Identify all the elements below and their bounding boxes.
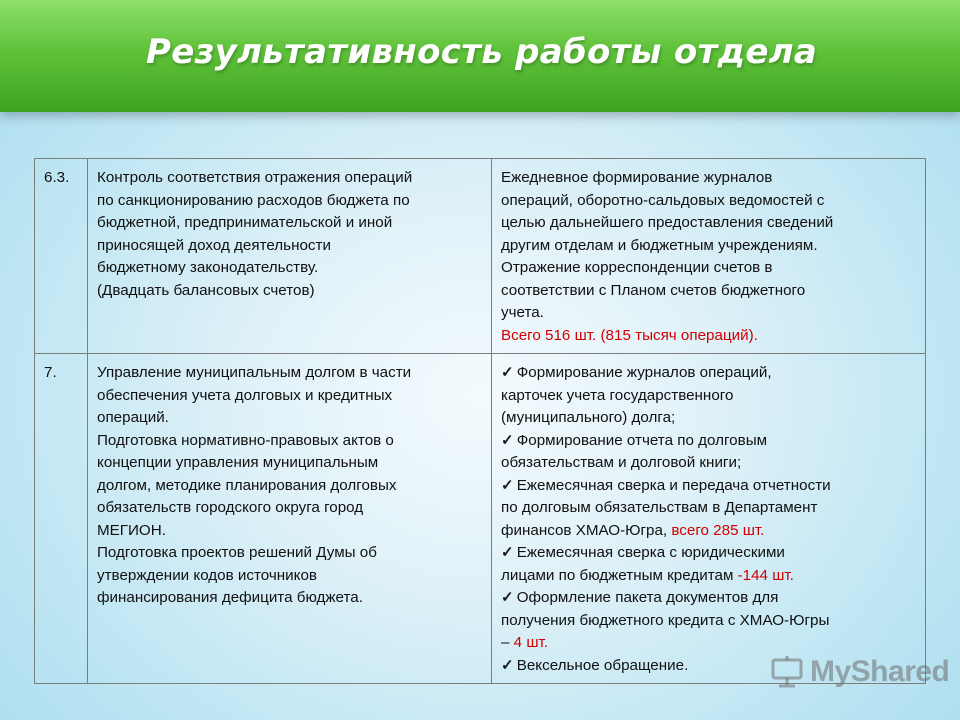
check-item [501, 542, 917, 587]
check-icon: ✓ [501, 364, 514, 381]
item-total: всего 285 шт. [671, 521, 765, 539]
text-line: финансирования дефицита бюджета. [97, 589, 363, 606]
title-bar [0, 0, 960, 112]
watermark-text: MyShared [810, 655, 950, 688]
text-line: карточек учета государственного [501, 386, 734, 404]
text-line: Подготовка нормативно-правовых актов о [97, 431, 394, 449]
text-line: обеспечения учета долговых и кредитных [97, 386, 393, 404]
text-line: операций. [97, 409, 169, 426]
text-line: Контроль соответствия отражения операций [97, 169, 413, 186]
result-total: Всего 516 шт. (815 тысяч операций). [501, 326, 758, 344]
text-line: Формирование журналов операций, [516, 364, 772, 381]
text-line: получения бюджетного кредита с ХМАО-Югры [501, 611, 830, 629]
text-line: Ежемесячная сверка и передача отчетности [516, 476, 831, 494]
check-icon: ✓ [501, 431, 514, 449]
check-icon: ✓ [501, 656, 514, 674]
check-icon: ✓ [501, 476, 514, 494]
text-line: долгом, методике планирования долговых [97, 476, 397, 494]
table-row [35, 354, 926, 684]
text-line: обязательств городского округа город [97, 499, 364, 516]
text-line: Оформление пакета документов для [516, 589, 779, 606]
text-line: по санкционированию расходов бюджета по [97, 191, 410, 209]
text-line: приносящей доход деятельности [97, 236, 331, 254]
text-line: Управление муниципальным долгом в части [97, 364, 412, 381]
text-line: операций, оборотно-сальдовых ведомостей с [501, 191, 825, 209]
results-table [34, 158, 926, 684]
text-line: бюджетной, предпринимательской и иной [97, 214, 393, 231]
task-result [492, 354, 926, 684]
text-line: Ежемесячная сверка с юридическими [516, 544, 785, 561]
item-total: 4 шт. [513, 634, 549, 651]
check-item [501, 430, 917, 475]
text-line: Ежедневное формирование журналов [501, 169, 773, 186]
text-line: МЕГИОН. [97, 521, 166, 539]
watermark [770, 654, 949, 690]
task-result [492, 159, 926, 354]
text-line: целью дальнейшего предоставления сведений [501, 214, 834, 231]
check-list [501, 362, 917, 677]
text-line: Формирование отчета по долговым [516, 431, 768, 449]
presentation-board-icon [770, 655, 804, 689]
text-line: обязательствам и долговой книги; [501, 454, 742, 471]
check-icon: ✓ [501, 589, 514, 606]
text-line: (Двадцать балансовых счетов) [97, 281, 315, 299]
slide-title: Результативность работы отдела [146, 32, 818, 72]
text-line: Отражение корреспонденции счетов в [501, 259, 773, 276]
row-number: 6.3. [35, 159, 88, 354]
check-item [501, 362, 917, 430]
text-line: другим отделам и бюджетным учреждениям. [501, 236, 818, 254]
item-total: -144 шт. [737, 566, 794, 584]
text-line: по долговым обязательствам в Департамент [501, 499, 818, 516]
text-line: лицами по бюджетным кредитам [501, 566, 738, 584]
text-line: концепции управления муниципальным [97, 454, 379, 471]
text-line: финансов ХМАО-Югра, [501, 521, 672, 539]
task-description [88, 159, 492, 354]
text-line: учета. [501, 304, 544, 321]
check-icon: ✓ [501, 544, 514, 561]
check-item [501, 475, 917, 543]
row-number: 7. [35, 354, 88, 684]
task-description [88, 354, 492, 684]
text-line: бюджетному законодательству. [97, 259, 319, 276]
text-line: (муниципального) долга; [501, 409, 676, 426]
table-row [35, 159, 926, 354]
text-line: Вексельное обращение. [516, 656, 689, 674]
text-line: соответствии с Планом счетов бюджетного [501, 281, 806, 299]
text-line: утверждении кодов источников [97, 566, 317, 584]
text-line: – [501, 634, 514, 651]
text-line: Подготовка проектов решений Думы об [97, 544, 377, 561]
check-item [501, 587, 917, 655]
